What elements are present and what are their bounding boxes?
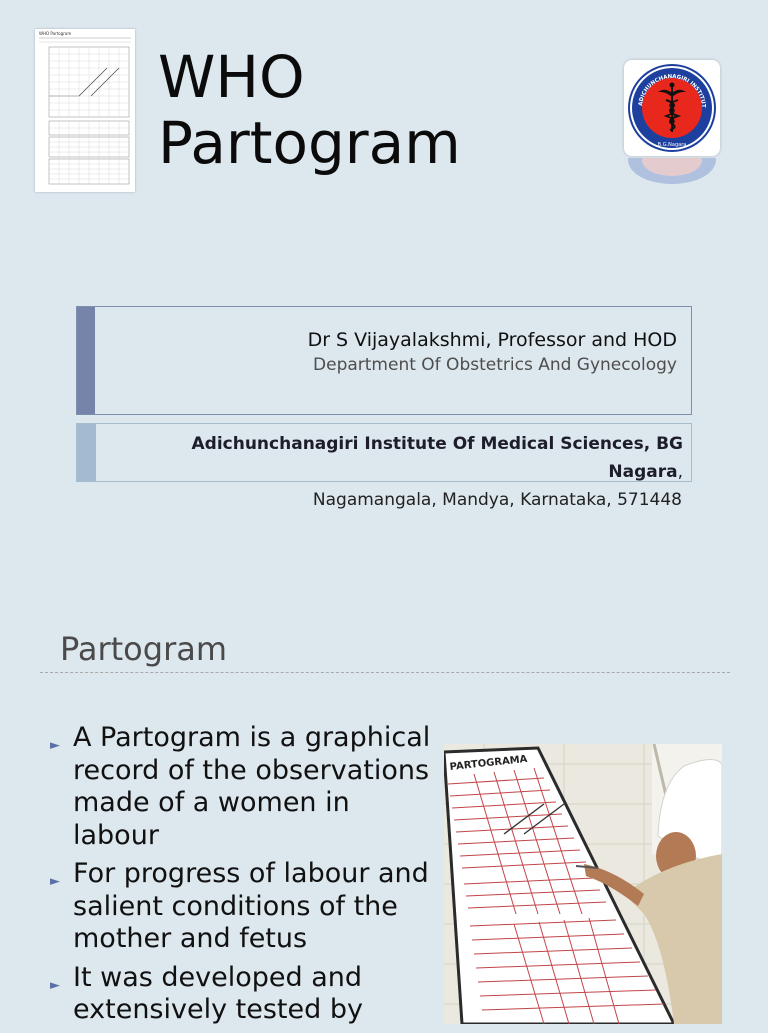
list-item xyxy=(46,962,436,1027)
institute-logo xyxy=(624,60,720,156)
accent-bar-light xyxy=(77,424,96,481)
logo-reflection xyxy=(624,158,720,188)
triangle-right-icon: ► xyxy=(50,874,60,889)
triangle-right-icon: ► xyxy=(50,977,60,993)
logo-subtext: B.G.Nagara xyxy=(657,142,687,148)
institution-box xyxy=(76,423,692,482)
content-slide xyxy=(0,600,768,1024)
slide-title xyxy=(158,44,461,176)
partogram-photo xyxy=(444,744,722,1024)
institution-comma: , xyxy=(677,462,683,482)
department-name: Department Of Obstetrics And Gynecology xyxy=(313,355,677,375)
title-line-1: WHO xyxy=(158,43,305,111)
logo-ring-text: ADICHUNCHANAGIRI INSTITUT xyxy=(638,73,707,108)
institution-line-2: Nagara xyxy=(608,462,678,482)
list-item xyxy=(46,722,436,852)
sheet-label: PARTOGRAMA xyxy=(449,753,528,773)
bullet-text: A Partogram is a graphical record of the observations made of a women in labour xyxy=(73,722,431,851)
bullet-list xyxy=(46,722,436,1033)
thumbnail-header: WHO Partogram xyxy=(39,31,72,36)
accent-bar-dark xyxy=(77,307,95,414)
slide-heading: Partogram xyxy=(60,630,227,668)
presenter-name: Dr S Vijayalakshmi, Professor and HOD xyxy=(307,329,677,351)
presenter-box xyxy=(76,306,692,415)
institution-line-1: Adichunchanagiri Institute Of Medical Sciences, BG xyxy=(191,434,683,454)
institution-name xyxy=(113,430,683,486)
title-line-2: Partogram xyxy=(158,109,461,177)
institution-address: Nagamangala, Mandya, Karnataka, 571448 xyxy=(312,490,682,510)
bullet-text: It was developed and extensively tested by xyxy=(73,961,363,1025)
triangle-right-icon: ► xyxy=(50,738,60,753)
list-item xyxy=(46,858,436,956)
heading-divider xyxy=(40,672,730,673)
partogram-thumbnail xyxy=(35,29,135,192)
bullet-text: For progress of labour and salient conditions of the mother and fetus xyxy=(73,858,429,954)
